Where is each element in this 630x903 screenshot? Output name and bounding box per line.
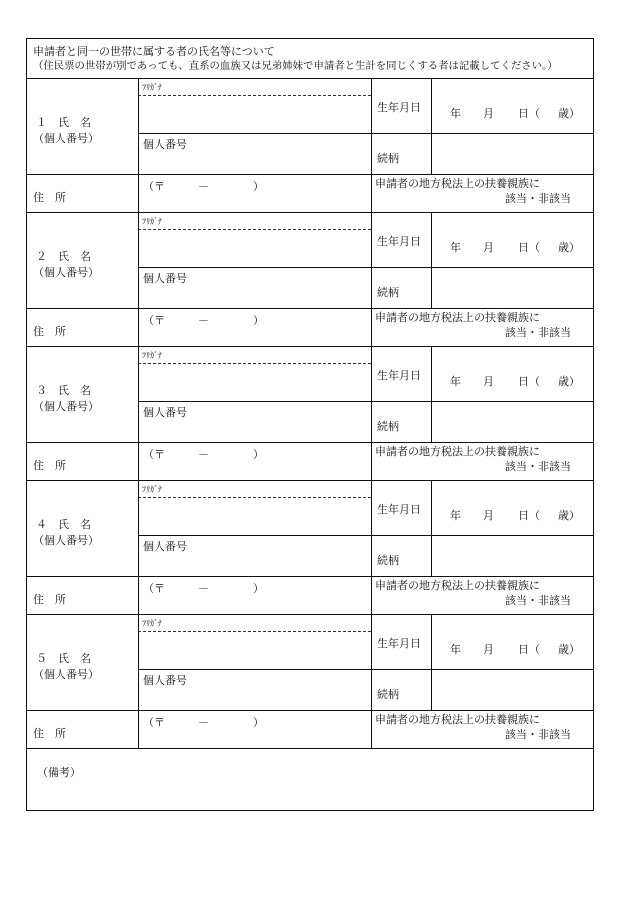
relationship-input[interactable] — [433, 404, 591, 440]
dependent-choice[interactable]: 該当・非該当 — [505, 326, 571, 339]
address-row-divider — [27, 174, 593, 175]
relationship-label: 続柄 — [377, 420, 399, 433]
name-column-divider — [138, 346, 139, 480]
birth-day-label: 日（ — [518, 241, 540, 254]
person-name-label: ３ 氏 名 — [36, 384, 91, 397]
address-label: 住 所 — [33, 727, 66, 740]
birthdate-label: 生年月日 — [377, 503, 421, 516]
birth-value-divider — [431, 346, 432, 442]
furigana-dashed-line — [138, 229, 371, 230]
dependent-question-label: 申請者の地方税法上の扶養親族に — [375, 177, 540, 190]
person-block-1 — [27, 78, 593, 212]
birthdate-label: 生年月日 — [377, 235, 421, 248]
birth-month-label: 月 — [483, 643, 494, 656]
block-bottom-line — [27, 748, 593, 749]
kojin-bango-label: 個人番号 — [143, 540, 187, 553]
birth-column-divider — [371, 78, 372, 212]
kojin-bango-input[interactable] — [143, 152, 365, 172]
form-title: 申請者と同一の世帯に属する者の氏名等について — [33, 45, 275, 58]
age-label: 歳） — [558, 643, 580, 656]
kojin-bango-input[interactable] — [143, 688, 365, 708]
birth-day-label: 日（ — [518, 643, 540, 656]
address-label: 住 所 — [33, 459, 66, 472]
relationship-input[interactable] — [433, 672, 591, 708]
address-label: 住 所 — [33, 325, 66, 338]
name-input[interactable] — [143, 100, 365, 128]
kojin-bango-label: 個人番号 — [143, 406, 187, 419]
relationship-label: 続柄 — [377, 688, 399, 701]
birth-column-divider — [371, 614, 372, 748]
relationship-input[interactable] — [433, 538, 591, 574]
dependent-choice[interactable]: 該当・非該当 — [505, 728, 571, 741]
relationship-input[interactable] — [433, 270, 591, 306]
person-name-label: ４ 氏 名 — [36, 518, 91, 531]
person-kojin-sub-label: （個人番号） — [33, 400, 99, 413]
address-label: 住 所 — [33, 593, 66, 606]
name-input[interactable] — [143, 234, 365, 262]
person-kojin-sub-label: （個人番号） — [33, 534, 99, 547]
birthdate-label: 生年月日 — [377, 637, 421, 650]
dependent-question-label: 申請者の地方税法上の扶養親族に — [375, 713, 540, 726]
name-column-divider — [138, 78, 139, 212]
person-block-5 — [27, 614, 593, 748]
person-kojin-sub-label: （個人番号） — [33, 668, 99, 681]
birth-day-label: 日（ — [518, 107, 540, 120]
person-kojin-sub-label: （個人番号） — [33, 266, 99, 279]
furigana-dashed-line — [138, 631, 371, 632]
kojin-bango-label: 個人番号 — [143, 674, 187, 687]
name-input[interactable] — [143, 636, 365, 664]
birth-year-label: 年 — [450, 375, 461, 388]
birth-column-divider — [371, 480, 372, 614]
age-label: 歳） — [558, 241, 580, 254]
person-name-label: ５ 氏 名 — [36, 652, 91, 665]
furigana-dashed-line — [138, 95, 371, 96]
kojin-bango-label: 個人番号 — [143, 272, 187, 285]
kojin-bango-divider — [138, 267, 593, 268]
birth-column-divider — [371, 346, 372, 480]
household-members-form — [26, 38, 594, 811]
birth-year-label: 年 — [450, 241, 461, 254]
dependent-choice[interactable]: 該当・非該当 — [505, 460, 571, 473]
birth-day-label: 日（ — [518, 375, 540, 388]
person-name-label: ２ 氏 名 — [36, 250, 91, 263]
birth-month-label: 月 — [483, 375, 494, 388]
dependent-choice[interactable]: 該当・非該当 — [505, 192, 571, 205]
name-input[interactable] — [143, 502, 365, 530]
age-label: 歳） — [558, 107, 580, 120]
relationship-input[interactable] — [433, 136, 591, 172]
age-label: 歳） — [558, 375, 580, 388]
kojin-bango-label: 個人番号 — [143, 138, 187, 151]
remarks-label: （備考） — [37, 766, 81, 779]
name-column-divider — [138, 212, 139, 346]
person-block-4 — [27, 480, 593, 614]
furigana-dashed-line — [138, 497, 371, 498]
kojin-bango-divider — [138, 535, 593, 536]
relationship-label: 続柄 — [377, 152, 399, 165]
person-block-3 — [27, 346, 593, 480]
dependent-question-label: 申請者の地方税法上の扶養親族に — [375, 579, 540, 592]
birth-value-divider — [431, 614, 432, 710]
birth-month-label: 月 — [483, 241, 494, 254]
birth-month-label: 月 — [483, 107, 494, 120]
relationship-label: 続柄 — [377, 286, 399, 299]
furigana-label: ﾌﾘｶﾞﾅ — [142, 485, 162, 494]
birthdate-input[interactable] — [433, 616, 591, 668]
address-row-divider — [27, 308, 593, 309]
furigana-label: ﾌﾘｶﾞﾅ — [142, 351, 162, 360]
birth-year-label: 年 — [450, 643, 461, 656]
birthdate-label: 生年月日 — [377, 101, 421, 114]
furigana-label: ﾌﾘｶﾞﾅ — [142, 217, 162, 226]
birthdate-input[interactable] — [433, 482, 591, 534]
name-column-divider — [138, 614, 139, 748]
dependent-choice[interactable]: 該当・非該当 — [505, 594, 571, 607]
postal-code-field[interactable]: （〒 － ） — [143, 716, 264, 729]
age-label: 歳） — [558, 509, 580, 522]
name-column-divider — [138, 480, 139, 614]
birth-value-divider — [431, 212, 432, 308]
address-row-divider — [27, 576, 593, 577]
kojin-bango-input[interactable] — [143, 286, 365, 306]
kojin-bango-divider — [138, 133, 593, 134]
kojin-bango-divider — [138, 669, 593, 670]
dependent-question-label: 申請者の地方税法上の扶養親族に — [375, 445, 540, 458]
birth-day-label: 日（ — [518, 509, 540, 522]
form-note: （住民票の世帯が別であっても、直系の血族又は兄弟姉妹で申請者と生計を同じくする者は記載してください。） — [33, 60, 558, 72]
birthdate-input[interactable] — [433, 214, 591, 266]
birth-column-divider — [371, 212, 372, 346]
birth-value-divider — [431, 78, 432, 174]
person-name-label: １ 氏 名 — [36, 116, 91, 129]
address-row-divider — [27, 710, 593, 711]
birth-year-label: 年 — [450, 107, 461, 120]
furigana-label: ﾌﾘｶﾞﾅ — [142, 83, 162, 92]
person-block-2 — [27, 212, 593, 346]
furigana-dashed-line — [138, 363, 371, 364]
dependent-question-label: 申請者の地方税法上の扶養親族に — [375, 311, 540, 324]
birth-year-label: 年 — [450, 509, 461, 522]
person-kojin-sub-label: （個人番号） — [33, 132, 99, 145]
address-label: 住 所 — [33, 191, 66, 204]
kojin-bango-input[interactable] — [143, 554, 365, 574]
birth-value-divider — [431, 480, 432, 576]
birthdate-label: 生年月日 — [377, 369, 421, 382]
kojin-bango-divider — [138, 401, 593, 402]
birth-month-label: 月 — [483, 509, 494, 522]
postal-code-field[interactable]: （〒 － ） — [143, 180, 264, 193]
birthdate-input[interactable] — [433, 80, 591, 132]
name-input[interactable] — [143, 368, 365, 396]
kojin-bango-input[interactable] — [143, 420, 365, 440]
address-row-divider — [27, 442, 593, 443]
birthdate-input[interactable] — [433, 348, 591, 400]
postal-code-field[interactable]: （〒 － ） — [143, 582, 264, 595]
furigana-label: ﾌﾘｶﾞﾅ — [142, 619, 162, 628]
relationship-label: 続柄 — [377, 554, 399, 567]
postal-code-field[interactable]: （〒 － ） — [143, 314, 264, 327]
postal-code-field[interactable]: （〒 － ） — [143, 448, 264, 461]
